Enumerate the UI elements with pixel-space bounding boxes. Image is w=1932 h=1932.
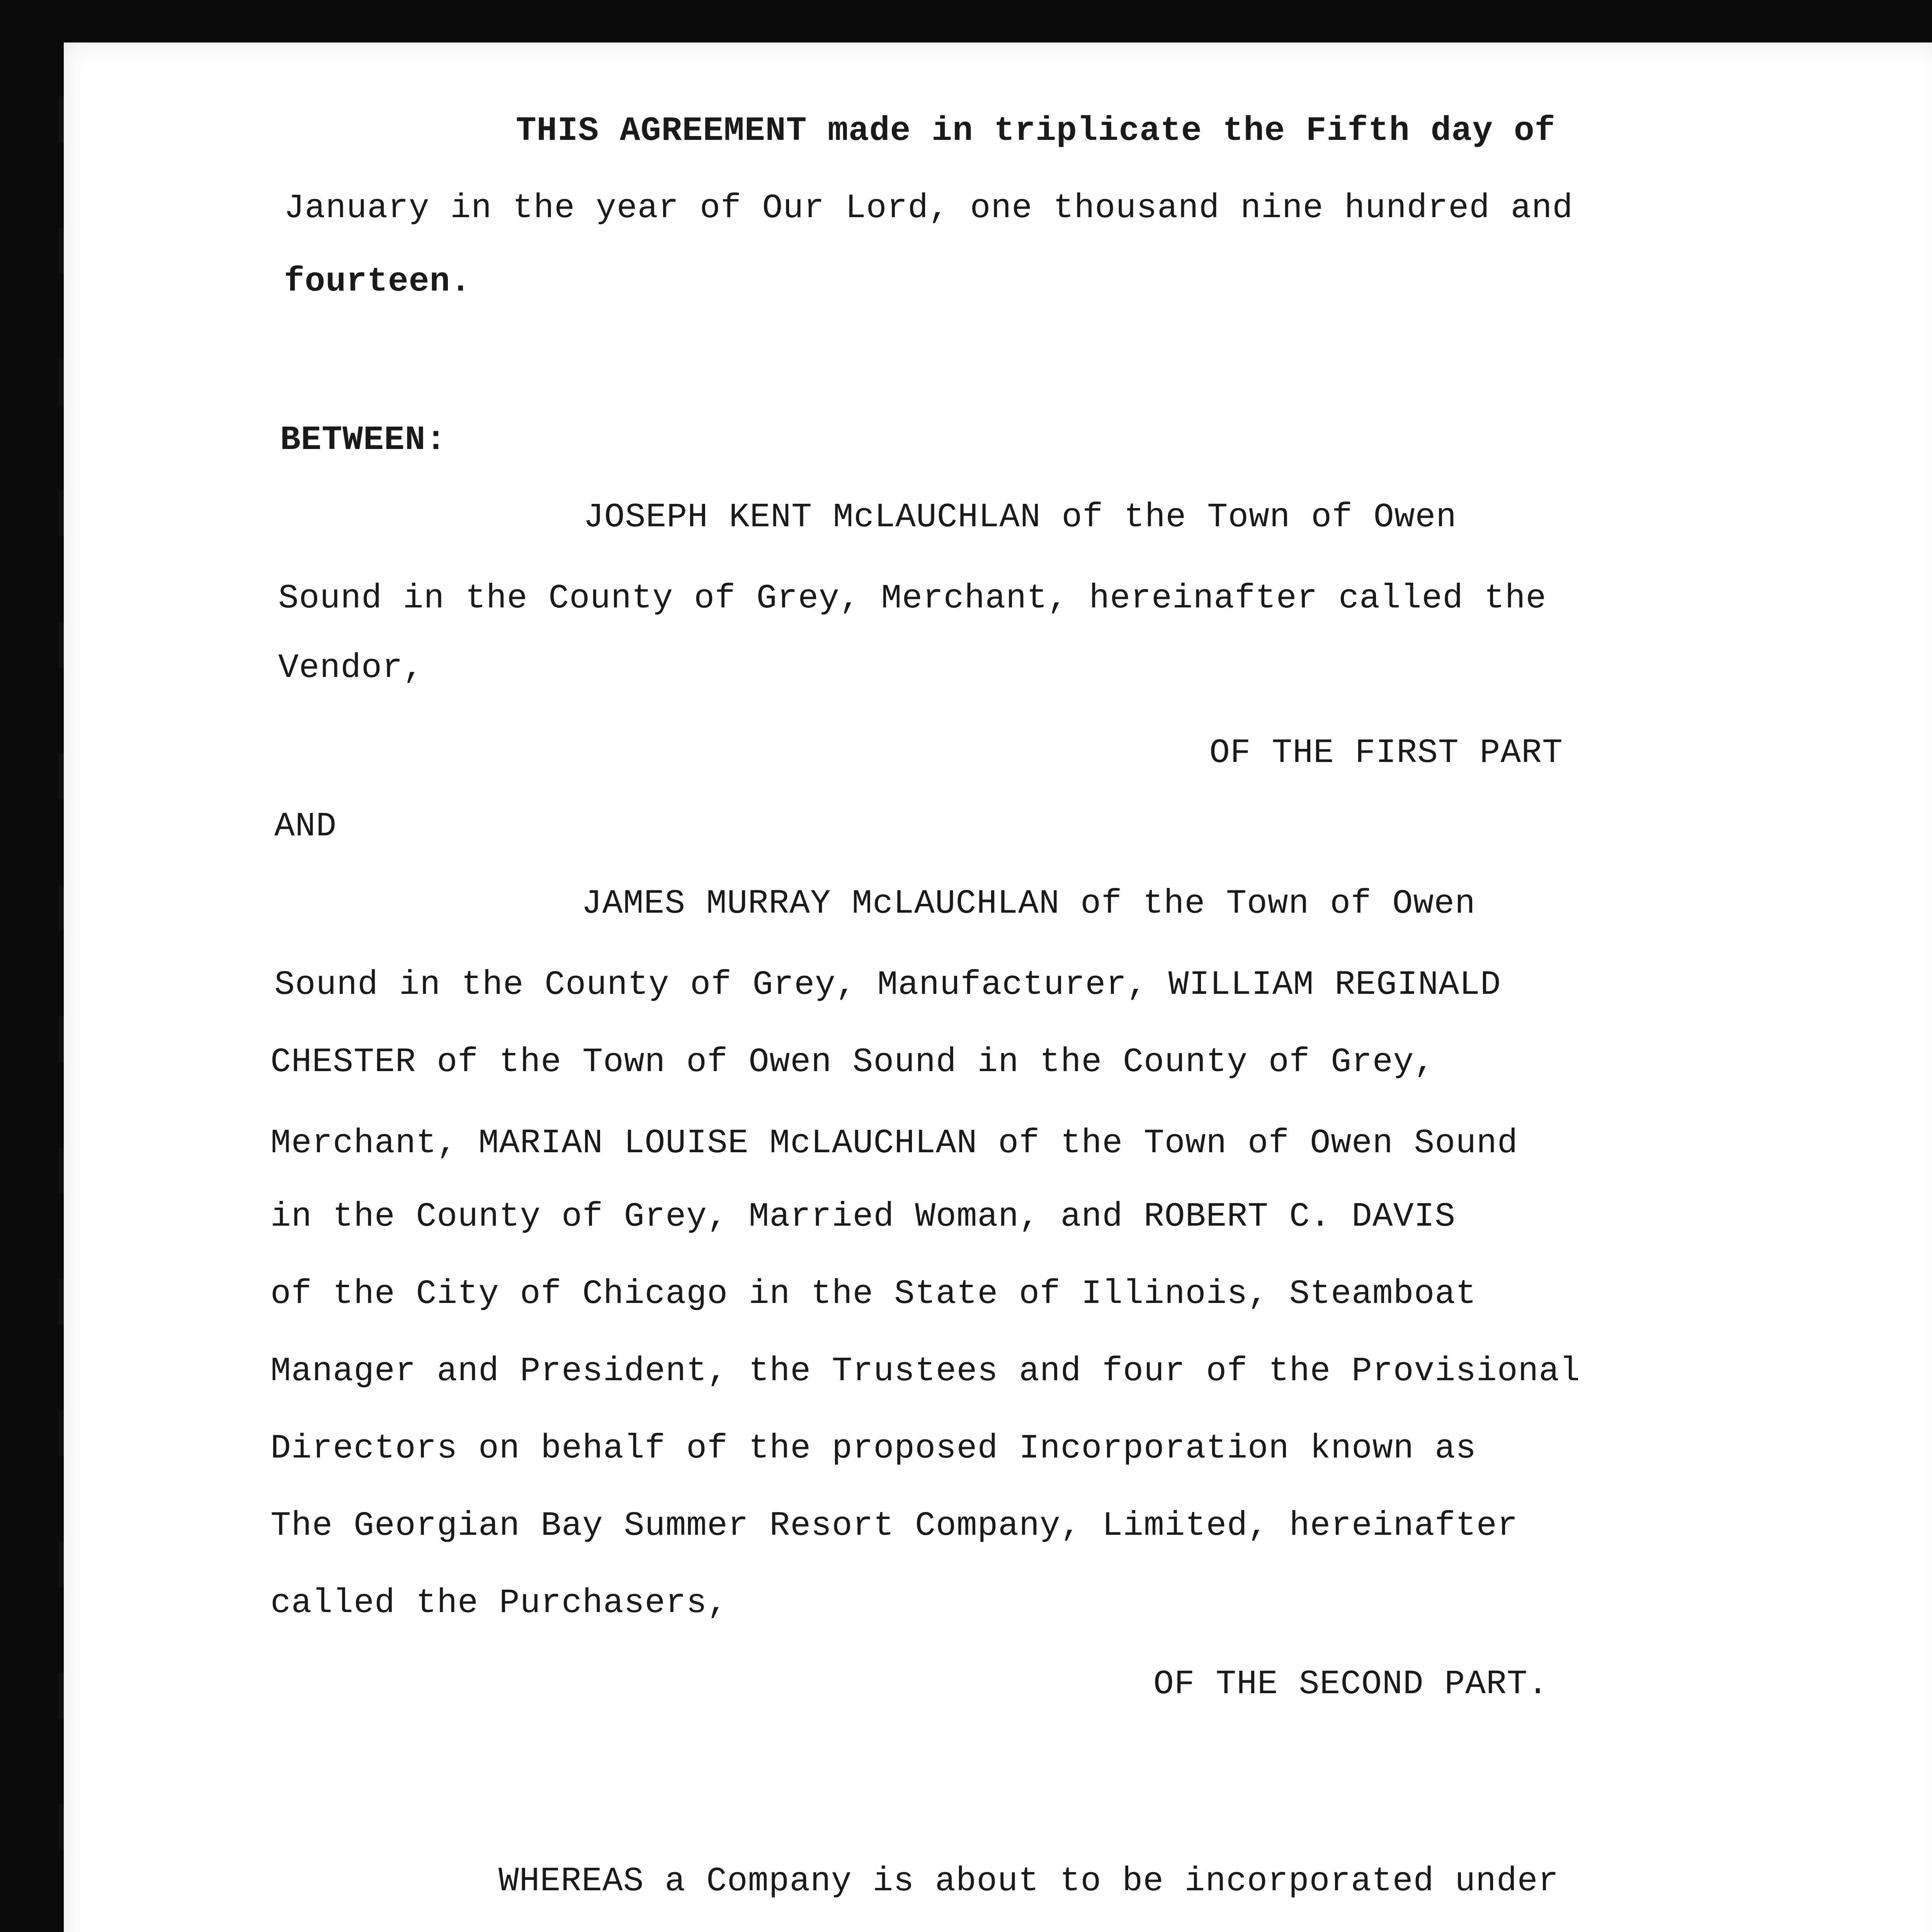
text-line: THIS AGREEMENT made in triplicate the Fifth day of — [516, 112, 1556, 150]
text-line: Directors on behalf of the proposed Incorporation known as — [270, 1430, 1476, 1468]
text-line: Vendor, — [278, 649, 424, 687]
text-line: The Georgian Bay Summer Resort Company, Limited, hereinafter — [270, 1507, 1518, 1545]
text-line: called the Purchasers, — [270, 1584, 728, 1622]
text-line: in the County of Grey, Married Woman, and ROBERT C. DAVIS — [270, 1198, 1456, 1236]
text-line: JAMES MURRAY McLAUCHLAN of the Town of Owen — [582, 885, 1476, 923]
text-line: January in the year of Our Lord, one thousand nine hundred and — [284, 189, 1573, 228]
document-page — [64, 43, 1932, 1932]
text-line: BETWEEN: — [280, 421, 447, 459]
text-line: WHEREAS a Company is about to be incorporated under — [498, 1862, 1559, 1901]
text-line: OF THE FIRST PART — [1209, 734, 1563, 772]
text-line: Merchant, MARIAN LOUISE McLAUCHLAN of the Town of Owen Sound — [270, 1124, 1518, 1163]
text-line: CHESTER of the Town of Owen Sound in the County of Grey, — [270, 1043, 1435, 1082]
text-line: Sound in the County of Grey, Merchant, hereinafter called the — [278, 580, 1547, 618]
text-line: Manager and President, the Trustees and four of the Provisional — [270, 1352, 1580, 1391]
text-line: of the City of Chicago in the State of Illinois, Steamboat — [270, 1275, 1476, 1313]
text-line: fourteen. — [284, 263, 471, 301]
text-line: AND — [274, 808, 337, 846]
text-line: Sound in the County of Grey, Manufacturer, WILLIAM REGINALD — [274, 966, 1501, 1004]
spiral-binding — [0, 0, 58, 1932]
text-line: JOSEPH KENT McLAUCHLAN of the Town of Owen — [583, 498, 1457, 537]
text-line: OF THE SECOND PART. — [1153, 1665, 1549, 1704]
